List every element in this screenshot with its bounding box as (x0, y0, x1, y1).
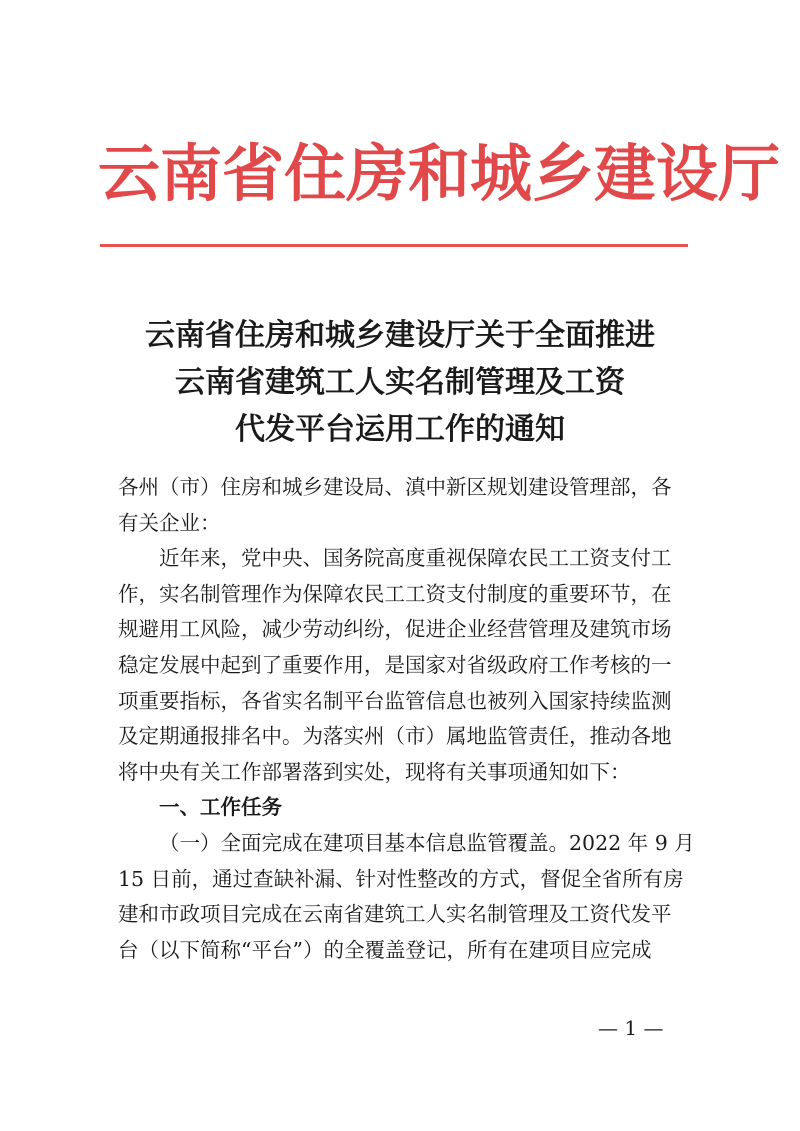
paragraph-line: 规避用工风险，减少劳动纠纷，促进企业经营管理及建筑市场 (118, 617, 672, 642)
paragraph-line: 近年来，党中央、国务院高度重视保障农民工工资支付工 (159, 546, 672, 571)
title-line: 云南省建筑工人实名制管理及工资 (175, 365, 625, 400)
task-item-line: 台（以下简称“平台”）的全覆盖登记，所有在建项目应完成 (118, 937, 652, 962)
document-body (118, 470, 695, 968)
salutation-line: 有关企业： (118, 510, 221, 535)
title-line: 代发平台运用工作的通知 (235, 412, 565, 447)
paragraph-line: 项重要指标，各省实名制平台监管信息也被列入国家持续监测 (118, 688, 672, 713)
task-item-line: （一）全面完成在建项目基本信息监管覆盖。2022 年 9 月 (159, 830, 695, 855)
task-item-1 (118, 826, 695, 968)
task-item-line: 15 日前，通过查缺补漏、针对性整改的方式，督促全省所有房 (118, 866, 684, 891)
paragraph-line: 作，实名制管理作为保障农民工工资支付制度的重要环节，在 (118, 581, 672, 606)
title-line: 云南省住房和城乡建设厅关于全面推进 (145, 318, 655, 353)
task-item-line: 建和市政项目完成在云南省建筑工人实名制管理及工资代发平 (118, 902, 672, 927)
page-number: — 1 — (598, 1016, 664, 1040)
paragraph-line: 及定期通报排名中。为落实州（市）属地监管责任，推动各地 (118, 724, 672, 749)
salutation (118, 470, 688, 541)
section-heading (118, 790, 688, 826)
salutation-line: 各州（市）住房和城乡建设局、滇中新区规划建设管理部，各 (118, 475, 672, 499)
document-title (60, 312, 740, 453)
paragraph-intro (118, 541, 688, 790)
letterhead-divider (100, 244, 688, 247)
paragraph-line: 将中央有关工作部署落到实处，现将有关事项通知如下： (118, 759, 631, 784)
letterhead-organization: 云南省住房和城乡建设厅 (98, 137, 781, 210)
section-heading-text: 一、工作任务 (159, 795, 282, 820)
paragraph-line: 稳定发展中起到了重要作用，是国家对省级政府工作考核的一 (118, 652, 672, 677)
